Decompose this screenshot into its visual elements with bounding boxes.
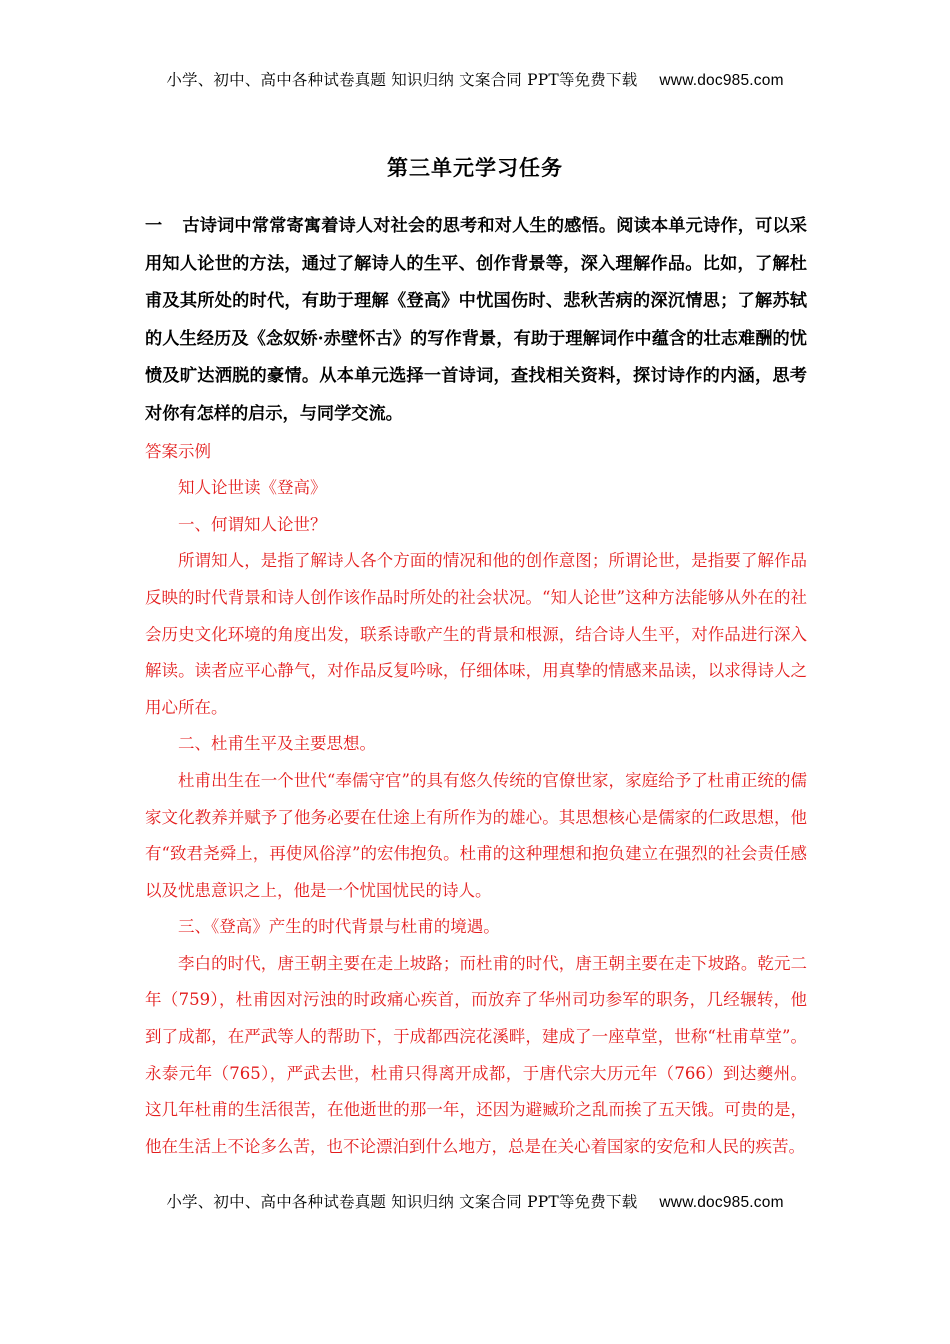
- section-paragraph-3: 李白的时代，唐王朝主要在走上坡路；而杜甫的时代，唐王朝主要在走下坡路。乾元二年（759），杜甫因对污浊的时政痛心疾首，而放弃了华州司功参军的职务，几经辗转，他到了成都，在严武等人的帮助下，于成都西浣花溪畔，建成了一座草堂，世称“杜甫草堂”。永泰元年（765），严武去世，杜甫只得离开成都，于唐代宗大历元年（766）到达夔州。这几年杜甫的生活很苦，在他逝世的那一年，还因为避臧玠之乱而挨了五天饿。可贵的是，他在生活上不论多么苦，也不论漂泊到什么地方，总是在关心着国家的安危和人民的疾苦。: [145, 953, 807, 1156]
- section-heading-2: 二、杜甫生平及主要思想。: [178, 734, 376, 754]
- page-header: [0, 68, 950, 90]
- header-text: 小学、初中、高中各种试卷真题 知识归纳 文案合同 PPT等免费下载: [166, 71, 638, 89]
- footer-site-link[interactable]: www.doc985.com: [659, 1194, 784, 1211]
- task-text: 古诗词中常常寄寓着诗人对社会的思考和对人生的感悟。阅读本单元诗作，可以采用知人论世的方法，通过了解诗人的生平、创作背景等，深入理解作品。比如，了解杜甫及其所处的时代，有助于理解《登高》中忧国伤时、悲秋苦病的深沉情思；了解苏轼的人生经历及《念奴娇·赤壁怀古》的写作背景，有助于理解词作中蕴含的壮志难酬的忧愤及旷达洒脱的豪情。从本单元选择一首诗词，查找相关资料，探讨诗作的内涵，思考对你有怎样的启示，与同学交流。: [145, 216, 807, 424]
- answer-example: [145, 434, 807, 1166]
- header-site-link[interactable]: www.doc985.com: [659, 72, 784, 89]
- page-title: 第三单元学习任务: [387, 155, 563, 180]
- essay-title: 知人论世读《登高》: [178, 478, 327, 498]
- task-prompt: [145, 208, 807, 434]
- task-number: 一: [145, 216, 163, 236]
- document-body: [145, 208, 807, 1165]
- section-heading-1: 一、何谓知人论世？: [178, 514, 327, 534]
- section-heading-3: 三、《登高》产生的时代背景与杜甫的境遇。: [178, 917, 500, 937]
- answer-label: 答案示例: [145, 441, 211, 461]
- footer-text: 小学、初中、高中各种试卷真题 知识归纳 文案合同 PPT等免费下载: [166, 1193, 638, 1211]
- section-paragraph-2: 杜甫出生在一个世代“奉儒守官”的具有悠久传统的官僚世家，家庭给予了杜甫正统的儒家文化教养并赋予了他务必要在仕途上有所作为的雄心。其思想核心是儒家的仁政思想，他有“致君尧舜上，再使风俗淳”的宏伟抱负。杜甫的这种理想和抱负建立在强烈的社会责任感以及忧患意识之上，他是一个忧国忧民的诗人。: [145, 770, 807, 900]
- section-paragraph-1: 所谓知人，是指了解诗人各个方面的情况和他的创作意图；所谓论世，是指要了解作品反映的时代背景和诗人创作该作品时所处的社会状况。“知人论世”这种方法能够从外在的社会历史文化环境的角度出发，联系诗歌产生的背景和根源，结合诗人生平，对作品进行深入解读。读者应平心静气，对作品反复吟咏，仔细体味，用真挚的情感来品读，以求得诗人之用心所在。: [145, 551, 807, 717]
- page-footer: [0, 1190, 950, 1212]
